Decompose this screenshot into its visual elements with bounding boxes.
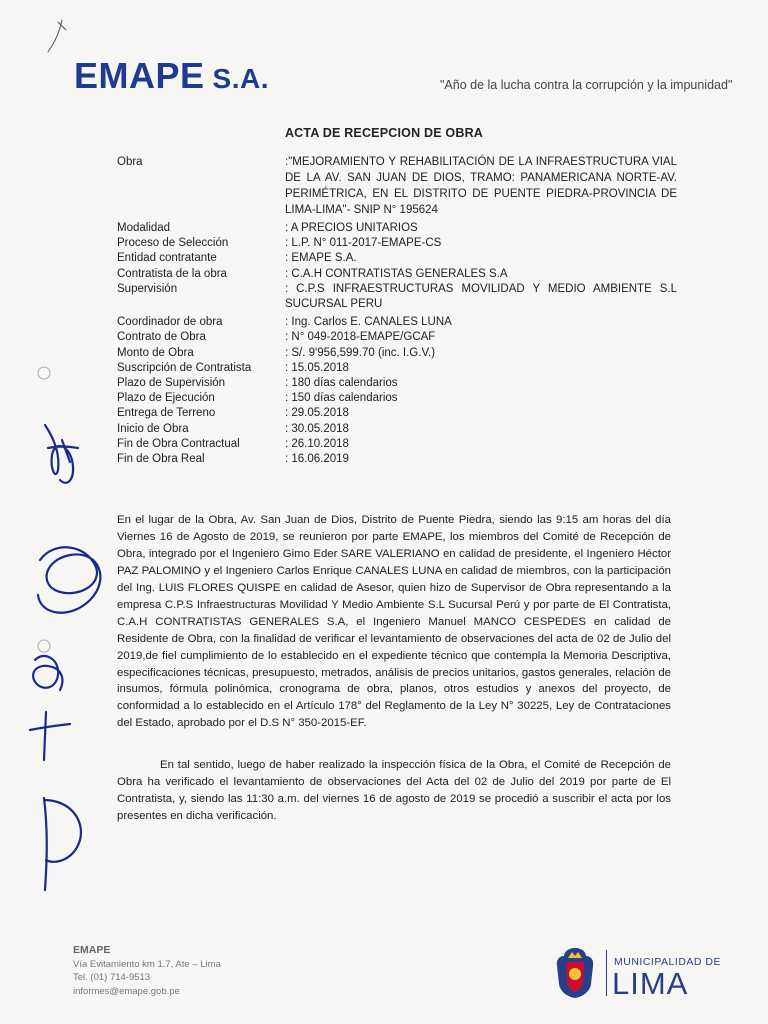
- field-row: [117, 391, 677, 406]
- field-label: Plazo de Ejecución: [117, 392, 215, 405]
- margin-signature-4: [44, 798, 81, 890]
- lima-crest-icon: [550, 944, 600, 1000]
- footer-address: Vía Evitamiento km 1.7, Ate – Lima: [73, 958, 221, 970]
- field-value: : 16.06.2019: [285, 453, 349, 466]
- field-value: : 150 días calendarios: [285, 392, 398, 405]
- footer-email: informes@emape.gob.pe: [73, 985, 180, 997]
- field-value: : 180 días calendarios: [285, 377, 398, 390]
- field-label: Modalidad: [117, 222, 171, 234]
- field-label: Entrega de Terreno: [117, 407, 216, 420]
- field-label: Coordinador de obra: [117, 316, 223, 329]
- year-slogan: "Año de la lucha contra la corrupción y la impunidad": [440, 78, 733, 92]
- field-row: [117, 251, 677, 266]
- field-label: Monto de Obra: [117, 346, 194, 359]
- field-row: [117, 330, 677, 345]
- field-value: : EMAPE S.A.: [285, 252, 357, 265]
- field-row: [117, 437, 677, 452]
- field-value: : 26.10.2018: [285, 437, 349, 450]
- field-row: [117, 452, 677, 467]
- field-row: [117, 267, 677, 282]
- margin-signature-2: [38, 547, 100, 612]
- field-value: : C.P.S INFRAESTRUCTURAS MOVILIDAD Y MEDIO AMBIENTE S.L SUCURSAL PERU: [285, 282, 677, 311]
- municipality-label: MUNICIPALIDAD DE: [614, 956, 721, 968]
- margin-signature-3: [33, 656, 62, 690]
- margin-initials-1: [45, 425, 78, 483]
- footer-phone: Tel. (01) 714-9513: [73, 972, 151, 983]
- municipality-logo: [550, 944, 740, 1000]
- field-label: Fin de Obra Contractual: [117, 437, 240, 450]
- field-row: [117, 282, 677, 312]
- field-row: [117, 406, 677, 421]
- field-row: [117, 346, 677, 361]
- field-label: Inicio de Obra: [117, 422, 189, 435]
- work-details: [117, 154, 677, 467]
- field-row: [117, 236, 677, 251]
- body-paragraph-1: En el lugar de la Obra, Av. San Juan de Dios, Distrito de Puente Piedra, siendo las 9:15 am horas del día Viernes 16 de Agosto de 2019, se reunieron por parte EMAPE, los miembros del Comité de Recepción de Obra, integrado por el Ingeniero Gimo Eder SARE VALERIANO en calidad de presidente, el Ingeniero Héctor PAZ PALOMINO y el Ingeniero Carlos Enrique CANALES LUNA en calidad de miembros, con la participación del Ing. LUIS FLORES QUISPE en calidad de Asesor, quien hizo de Supervisor de Obra representando a la empresa C.P.S Infraestructuras Movilidad Y Medio Ambiente S.L Sucursal Perú y por parte de El Contratista, C.A.H CONTRATISTAS GENERALES S.A, el Ingeniero Manuel MANCO CESPEDES en calidad de Residente de Obra, con la finalidad de verificar el levantamiento de observaciones del acta de 02 de Julio del 2019,de fiel cumplimiento de lo establecido en el expediente técnico que contempla la Memoria Descriptiva, especificaciones técnicas, presupuesto, metrados, análisis de precios unitarios, gastos generales, relación de insumos, fórmula polinómica, cronograma de obra, planos, otros estudios y anexos del proyecto, de conformidad a lo establecido en el Artículo 178° del Reglamento de la Ley N° 30225, Ley de Contrataciones del Estado, aprobado por el D.S N° 350-2015-EF.: [117, 514, 671, 730]
- logo-suffix: S.A.: [212, 63, 269, 94]
- footer-company: EMAPE: [73, 944, 111, 956]
- field-label: Entidad contratante: [117, 252, 217, 265]
- emape-logo: [74, 55, 269, 97]
- municipality-name: LIMA: [612, 966, 689, 1001]
- field-value: : 30.05.2018: [285, 422, 349, 435]
- field-label: Obra: [117, 156, 143, 168]
- logo-main: EMAPE: [74, 55, 205, 96]
- field-row: [117, 376, 677, 391]
- binder-hole-1: [38, 367, 50, 379]
- field-value: : 15.05.2018: [285, 361, 349, 374]
- field-label: Proceso de Selección: [117, 237, 229, 250]
- field-value: : C.A.H CONTRATISTAS GENERALES S.A: [285, 267, 508, 280]
- field-value: : N° 049-2018-EMAPE/GCAF: [285, 331, 436, 344]
- field-row: [117, 315, 677, 330]
- body-paragraph-2: En tal sentido, luego de haber realizado la inspección física de la Obra, el Comité de Recepción de Obra ha verificado el levantamiento de observaciones del Acta del 02 de Julio del 2019 por parte de El Contratista, y, siendo las 11:30 a.m. del viernes 16 de agosto de 2019 se procedió a suscribir el acta por los presentes en dicha verificación.: [117, 759, 671, 823]
- binder-hole-2: [38, 640, 50, 652]
- field-label: Fin de Obra Real: [117, 453, 205, 466]
- field-label: Contrato de Obra: [117, 331, 206, 344]
- field-row: [117, 221, 677, 236]
- field-label: Supervisión: [117, 282, 178, 295]
- field-row: [117, 361, 677, 376]
- field-value: : S/. 9'956,599.70 (inc. I.G.V.): [285, 346, 436, 359]
- field-label: Plazo de Supervisión: [117, 377, 226, 390]
- field-row: [117, 154, 677, 218]
- corner-check-mark: [48, 20, 66, 52]
- field-value: :"MEJORAMIENTO Y REHABILITACIÓN DE LA INFRAESTRUCTURA VIAL DE LA AV. SAN JUAN DE DIOS, TRAMO: PANAMERICANA NORTE-AV. PERIMÉTRICA, EN EL DISTRITO DE PUENTE PIEDRA-PROVINCIA DE LIMA-LIMA"- SNIP N° 195624: [285, 156, 677, 216]
- field-value: : A PRECIOS UNITARIOS: [285, 222, 418, 234]
- field-row: [117, 422, 677, 437]
- field-value: : 29.05.2018: [285, 407, 349, 420]
- margin-cross-mark: [30, 712, 70, 760]
- field-label: Suscripción de Contratista: [117, 361, 252, 374]
- footer-contact: [73, 944, 221, 998]
- field-value: : L.P. N° 011-2017-EMAPE-CS: [285, 237, 442, 250]
- field-label: Contratista de la obra: [117, 267, 227, 280]
- document-title: ACTA DE RECEPCION DE OBRA: [284, 126, 484, 140]
- field-value: : Ing. Carlos E. CANALES LUNA: [285, 316, 452, 329]
